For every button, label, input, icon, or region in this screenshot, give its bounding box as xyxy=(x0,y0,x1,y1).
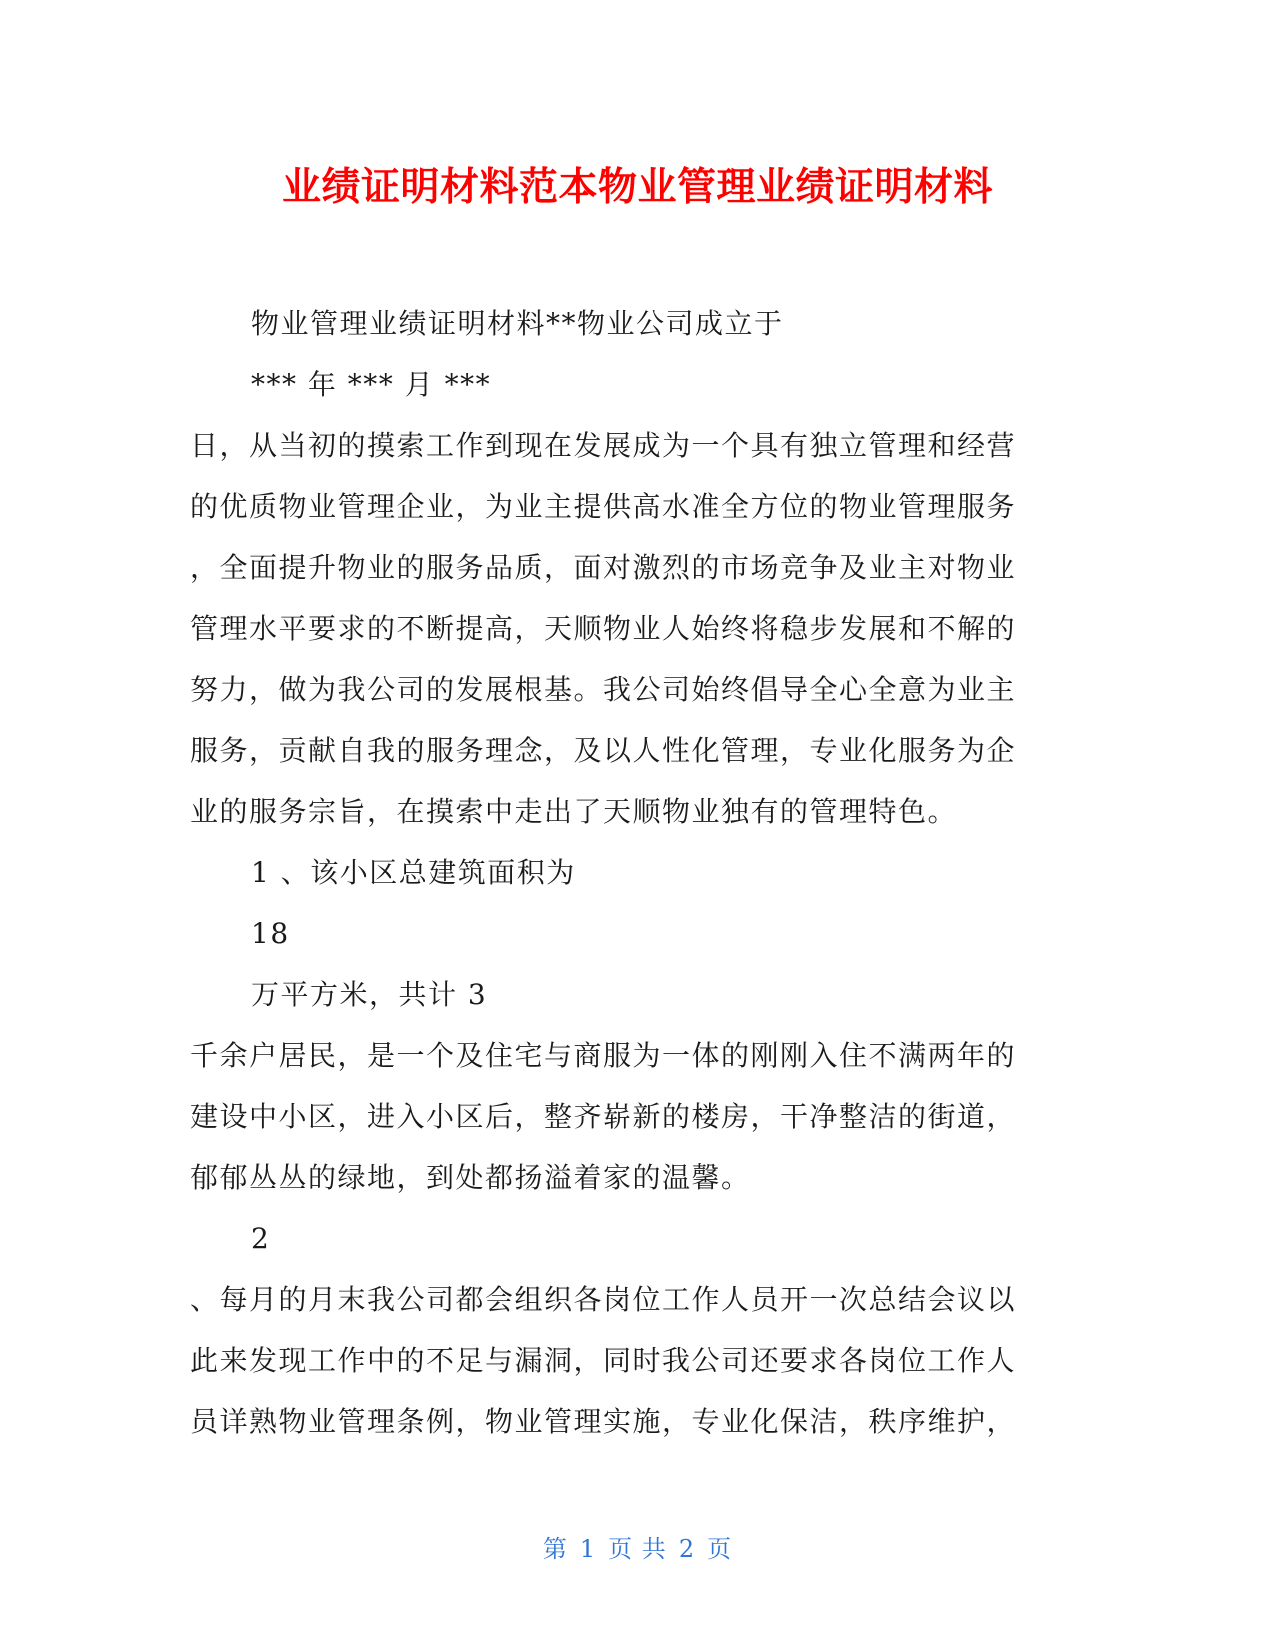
text-line: 服务，贡献自我的服务理念，及以人性化管理，专业化服务为企 xyxy=(190,734,1017,767)
text-line: 员详熟物业管理条例，物业管理实施，专业化保洁，秩序维护， xyxy=(190,1405,1017,1438)
text-line: 千余户居民，是一个及住宅与商服为一体的刚刚入住不满两年的 xyxy=(190,1039,1017,1072)
text-line: 此来发现工作中的不足与漏洞，同时我公司还要求各岗位工作人 xyxy=(190,1344,1017,1377)
footer-suffix: 页 xyxy=(707,1535,733,1563)
text-line: 业的服务宗旨，在摸索中走出了天顺物业独有的管理特色。 xyxy=(190,795,958,828)
text-line: 18 xyxy=(251,917,290,950)
footer-middle: 页 共 xyxy=(608,1535,667,1563)
text-line: *** 年 *** 月 *** xyxy=(251,368,492,401)
footer-total-pages: 2 xyxy=(678,1535,696,1563)
footer-prefix: 第 xyxy=(542,1535,568,1563)
document-body xyxy=(190,293,1070,1452)
text-line: 建设中小区，进入小区后，整齐崭新的楼房，干净整洁的街道， xyxy=(190,1100,1017,1133)
page-title: 业绩证明材料范本物业管理业绩证明材料 xyxy=(281,165,993,210)
text-line: 万平方米，共计 3 xyxy=(251,978,488,1011)
text-line: 管理水平要求的不断提高，天顺物业人始终将稳步发展和不解的 xyxy=(190,612,1017,645)
page-footer xyxy=(0,1533,1275,1565)
text-line: 郁郁丛丛的绿地，到处都扬溢着家的温馨。 xyxy=(190,1161,751,1194)
text-line: 1 、该小区总建筑面积为 xyxy=(251,856,576,889)
text-line: ，全面提升物业的服务品质，面对激烈的市场竞争及业主对物业 xyxy=(190,551,1017,584)
text-line: 2 xyxy=(251,1222,271,1255)
footer-page-number: 1 xyxy=(579,1535,597,1563)
text-line: 努力，做为我公司的发展根基。我公司始终倡导全心全意为业主 xyxy=(190,673,1017,706)
text-line: 、每月的月末我公司都会组织各岗位工作人员开一次总结会议以 xyxy=(190,1283,1017,1316)
text-line: 物业管理业绩证明材料**物业公司成立于 xyxy=(251,307,784,340)
text-line: 的优质物业管理企业，为业主提供高水准全方位的物业管理服务 xyxy=(190,490,1017,523)
text-line: 日，从当初的摸索工作到现在发展成为一个具有独立管理和经营 xyxy=(190,429,1017,462)
